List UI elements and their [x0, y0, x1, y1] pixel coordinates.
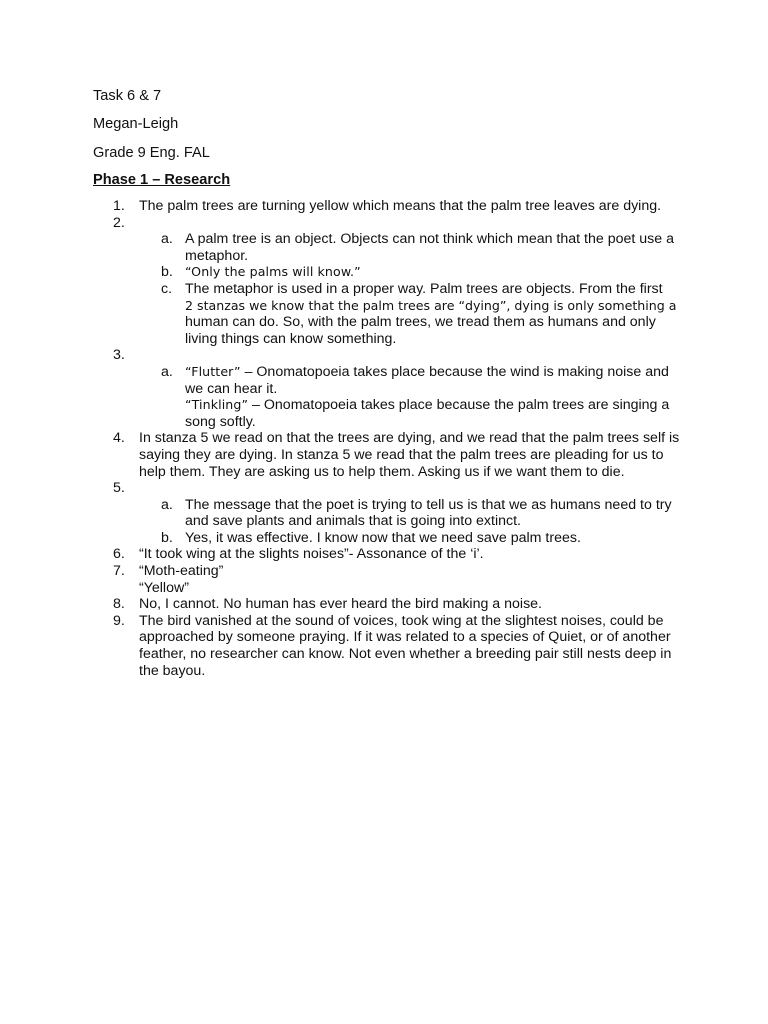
sub-letter: a.	[161, 496, 173, 513]
answer-item-3	[93, 347, 683, 364]
answer-item-4	[93, 430, 683, 480]
sub-answer-text: The message that the poet is trying to tell us is that we as humans need to try and save plants and animals that is going into extinct.	[185, 496, 672, 530]
sub-answer-text: – Onomatopoeia takes place because the wind is making noise and we can hear it.	[185, 363, 669, 397]
item-number: 3.	[113, 347, 125, 364]
item-number: 6.	[113, 546, 125, 563]
sub-answer-5a	[93, 497, 683, 530]
answer-item-9	[93, 613, 683, 679]
sub-answer-line: The metaphor is used in a proper way. Palm trees are objects. From the first	[185, 280, 663, 297]
sub-answer-text: human can do. So, with the palm trees, we tread them as humans and only living things can know something.	[185, 314, 656, 347]
sub-answer-5b	[93, 530, 683, 547]
sub-letter: b.	[161, 264, 173, 281]
sub-answer-3a	[93, 364, 683, 397]
phase-title: Phase 1 – Research	[93, 172, 231, 188]
sub-answer-2b	[93, 264, 683, 281]
answer-line: “Yellow”	[139, 579, 189, 596]
answer-item-8	[93, 596, 683, 613]
sub-letter: a.	[161, 363, 173, 380]
sub-answer-2c	[93, 281, 683, 347]
answer-text: The bird vanished at the sound of voices, took wing at the slightest noises, could be approached by someone praying. If it was related to a species of Quiet, or of another feather, no researcher can know. Not even whether a breeding pair still nests deep in the bayou.	[139, 612, 672, 679]
answer-line: “Moth-eating”	[139, 563, 224, 580]
sub-answer-text: “Only the palms will know.”	[185, 264, 361, 280]
answer-item-1	[93, 198, 683, 215]
answer-text: “It took wing at the slights noises”- Assonance of the ‘i’.	[139, 546, 484, 563]
answer-item-5	[93, 480, 683, 497]
item-number: 4.	[113, 430, 125, 447]
quoted-word: “Tinkling”	[185, 397, 249, 413]
answer-item-6	[93, 546, 683, 563]
sub-letter: a.	[161, 231, 173, 248]
item-number: 1.	[113, 198, 125, 214]
item-number: 2.	[113, 214, 125, 231]
sub-answer-text: – Onomatopoeia takes place because the palm trees are singing a song softly.	[185, 397, 670, 430]
sub-answer-2a	[93, 231, 683, 264]
item-number: 5.	[113, 480, 125, 497]
item-number: 9.	[113, 612, 125, 629]
sub-answer-text: A palm tree is an object. Objects can not think which mean that the poet use a metaphor.	[185, 231, 674, 264]
answer-text: No, I cannot. No human has ever heard the bird making a noise.	[139, 596, 542, 613]
sub-answer-3a-continued	[93, 397, 683, 430]
answer-list	[93, 198, 683, 679]
sub-letter: c.	[161, 280, 173, 297]
answer-item-7	[93, 563, 683, 596]
item-number: 7.	[113, 563, 125, 580]
item-number: 8.	[113, 596, 125, 613]
sub-letter: b.	[161, 529, 173, 546]
grade-label: Grade 9 Eng. FAL	[93, 145, 210, 161]
answer-text: In stanza 5 we read on that the trees are dying, and we read that the palm trees self is saying they are dying. In stanza 5 we read that the palm trees are pleading for us to help them. They are asking us to help them. Asking us if we want them to die.	[139, 430, 680, 480]
answer-item-2	[93, 215, 683, 232]
sub-answer-text: Yes, it was effective. I know now that we need save palm trees.	[185, 529, 581, 546]
quoted-word: “Flutter”	[185, 363, 241, 379]
task-heading: Task 6 & 7	[93, 88, 162, 104]
sub-answer-line: 2 stanzas we know that the palm trees are “dying”, dying is only something a	[185, 297, 677, 313]
answer-text: The palm trees are turning yellow which means that the palm tree leaves are dying.	[139, 198, 662, 214]
student-name: Megan-Leigh	[93, 116, 179, 132]
